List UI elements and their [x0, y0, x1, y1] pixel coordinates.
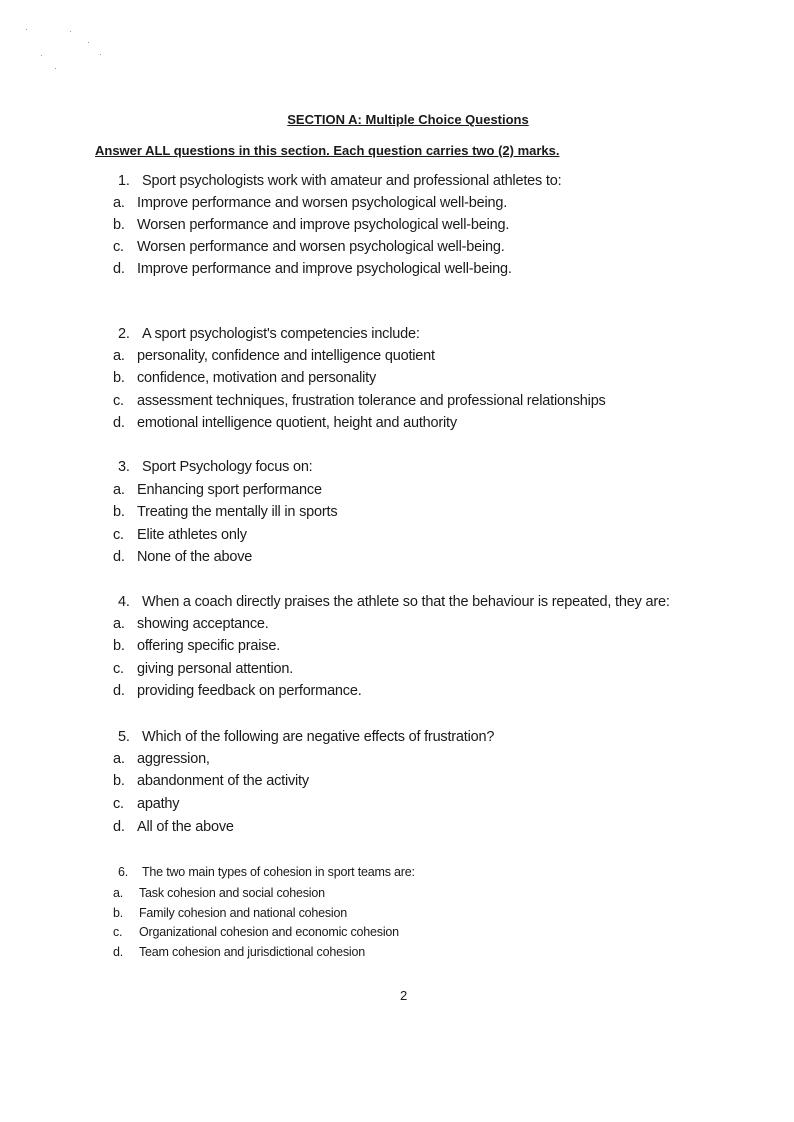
answer-option-label: d.: [113, 415, 125, 431]
answer-option-text: Improve performance and improve psychological well-being.: [137, 261, 512, 277]
scan-speck: [26, 29, 27, 30]
answer-option-text: showing acceptance.: [137, 616, 269, 632]
answer-option-text: Improve performance and worsen psychological well-being.: [137, 195, 508, 211]
answer-option-label: a.: [113, 195, 125, 211]
answer-option-label: a.: [113, 886, 124, 900]
answer-option-label: b.: [113, 638, 125, 654]
scan-speck: [70, 31, 71, 32]
answer-option-label: a.: [113, 348, 125, 364]
question-stem-label: 2.: [118, 326, 130, 342]
answer-option-text: providing feedback on performance.: [137, 683, 362, 699]
answer-option-label: b.: [113, 217, 125, 233]
answer-option-label: c.: [113, 393, 124, 409]
answer-option-text: Family cohesion and national cohesion: [139, 906, 348, 920]
answer-option-label: a.: [113, 616, 125, 632]
answer-option-text: confidence, motivation and personality: [137, 370, 377, 386]
answer-option-label: d.: [113, 683, 125, 699]
answer-option-text: Task cohesion and social cohesion: [139, 886, 325, 900]
answer-option-label: a.: [113, 751, 125, 767]
section-instructions: Answer ALL questions in this section. Each question carries two (2) marks.: [95, 143, 560, 158]
answer-option-label: c.: [113, 527, 124, 543]
answer-option-label: c.: [113, 661, 124, 677]
answer-option-text: Organizational cohesion and economic cohesion: [139, 925, 399, 939]
question-stem-label: 3.: [118, 459, 130, 475]
section-title: SECTION A: Multiple Choice Questions: [287, 112, 529, 127]
question-stem-text: The two main types of cohesion in sport teams are:: [142, 865, 415, 879]
answer-option-label: a.: [113, 482, 125, 498]
question-stem-label: 6.: [118, 865, 129, 879]
question-stem-text: Which of the following are negative effects of frustration?: [142, 729, 495, 745]
answer-option-label: b.: [113, 504, 125, 520]
answer-option-label: b.: [113, 906, 124, 920]
scan-speck: [41, 55, 42, 56]
answer-option-text: aggression,: [137, 751, 210, 767]
question-stem-label: 1.: [118, 173, 130, 189]
scan-speck: [55, 68, 56, 69]
answer-option-text: giving personal attention.: [137, 661, 294, 677]
answer-option-label: b.: [113, 773, 125, 789]
answer-option-text: All of the above: [137, 819, 234, 835]
answer-option-text: abandonment of the activity: [137, 773, 309, 789]
answer-option-text: None of the above: [137, 549, 253, 565]
answer-option-label: b.: [113, 370, 125, 386]
scan-speck: [88, 42, 89, 43]
scan-speck: [100, 54, 101, 55]
answer-option-text: Worsen performance and improve psychological well-being.: [137, 217, 510, 233]
answer-option-label: c.: [113, 925, 123, 939]
question-stem-label: 4.: [118, 594, 130, 610]
answer-option-label: d.: [113, 819, 125, 835]
question-stem-text: A sport psychologist's competencies include:: [142, 326, 420, 342]
answer-option-text: Elite athletes only: [137, 527, 247, 543]
page-number: 2: [400, 988, 408, 1003]
answer-option-label: c.: [113, 796, 124, 812]
answer-option-label: c.: [113, 239, 124, 255]
answer-option-text: offering specific praise.: [137, 638, 281, 654]
question-stem-text: Sport psychologists work with amateur and professional athletes to:: [142, 173, 562, 189]
answer-option-text: emotional intelligence quotient, height and authority: [137, 415, 457, 431]
question-stem-text: When a coach directly praises the athlete so that the behaviour is repeated, they are:: [142, 594, 670, 610]
question-stem-label: 5.: [118, 729, 130, 745]
answer-option-text: personality, confidence and intelligence quotient: [137, 348, 435, 364]
answer-option-text: Treating the mentally ill in sports: [137, 504, 338, 520]
answer-option-text: Team cohesion and jurisdictional cohesion: [139, 945, 365, 959]
answer-option-label: d.: [113, 945, 124, 959]
answer-option-label: d.: [113, 261, 125, 277]
answer-option-text: assessment techniques, frustration tolerance and professional relationships: [137, 393, 606, 409]
answer-option-text: apathy: [137, 796, 180, 812]
answer-option-text: Worsen performance and worsen psychological well-being.: [137, 239, 505, 255]
answer-option-label: d.: [113, 549, 125, 565]
question-stem-text: Sport Psychology focus on:: [142, 459, 313, 475]
answer-option-text: Enhancing sport performance: [137, 482, 322, 498]
